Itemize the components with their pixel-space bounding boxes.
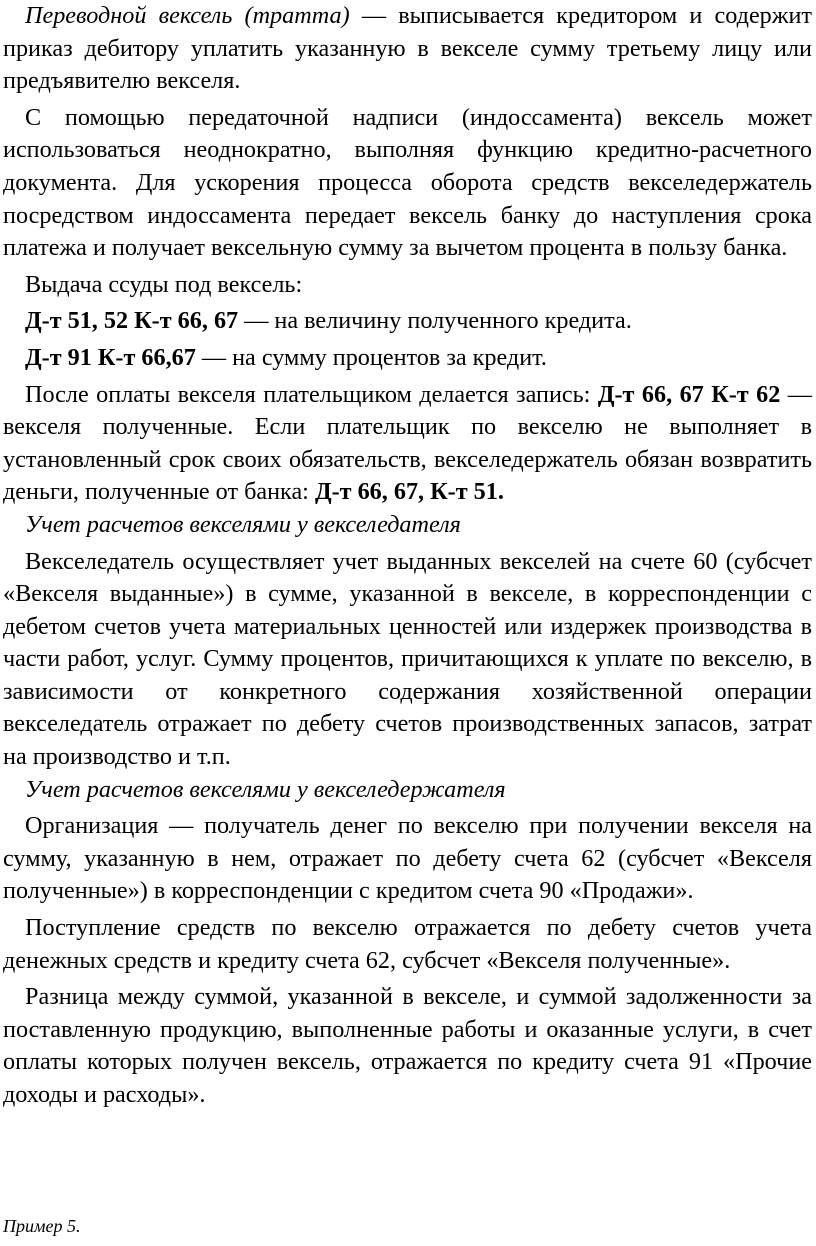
accounting-entry: Д-т 66, 67, К-т 51.	[314, 478, 504, 506]
paragraph-entry-interest	[3, 342, 812, 375]
paragraph-bill-of-exchange-definition	[3, 0, 812, 98]
paragraph-holder-receipt: Организация — получатель денег по векселю при получении векселя на сумму, указанную в нем, отражает по дебету счета 62 (субсчет «Векселя полученные») в корреспонденции с кредитом счета 90 «Продажи».	[3, 812, 812, 905]
paragraph-funds-receipt: Поступление средств по векселю отражается по дебету счетов учета денежных средств и кредиту счета 62, субсчет «Векселя полученные».	[3, 914, 812, 974]
dash: —	[349, 2, 399, 29]
definition-text: выписывается кредитором и содержит приказ дебитору уплатить указанную в векселе сумму третьему лицу или предъявителю векселя.	[3, 2, 813, 95]
paragraph-loan-issue: Выдача ссуды под вексель:	[25, 270, 303, 298]
accounting-entry: Д-т 91 К-т 66,67	[25, 343, 196, 371]
entry-description: — на величину полученного кредита.	[238, 307, 632, 335]
example-caption: Пример 5.	[3, 1216, 81, 1236]
paragraph-difference: Разница между суммой, указанной в векселе, и суммой задолженности за поставленную продукцию, выполненные работы и оказанные услуги, в счет оплаты которых получен вексель, отражается по кредиту счета 91 «Прочие доходы и расходы».	[3, 983, 812, 1108]
term-draft: Переводной вексель (тратта)	[25, 2, 350, 29]
section-heading-holder: Учет расчетов векселями у векселедержателя	[25, 775, 506, 803]
accounting-entry: Д-т 66, 67 К-т 62	[597, 380, 781, 408]
payment-text-2: — векселя полученные. Если плательщик по векселю не выполняет в установленный срок своих обязательств, векселедержатель обязан возвратить деньги, полученные от банка:	[3, 380, 812, 506]
entry-description: — на сумму процентов за кредит.	[195, 343, 547, 371]
section-heading-drawer: Учет расчетов векселями у векселедателя	[25, 510, 461, 538]
paragraph-drawer-accounting: Векселедатель осуществляет учет выданных векселей на счете 60 (субсчет «Векселя выданные») в сумме, указанной в векселе, в корреспонденции с дебетом счетов учета материальных ценностей или издержек производства в части работ, услуг. Сумму процентов, причитающихся к уплате по векселю, в зависимости от конкретного содержания хозяйственной операции векселедатель отражает по дебету счетов производственных запасов, затрат на производство и т.п.	[3, 547, 812, 771]
paragraph-endorsement: С помощью передаточной надписи (индоссамента) вексель может использоваться неоднократно, выполняя функцию кредитно-расчетного документа. Для ускорения процесса оборота средств векселедержатель посредством индоссамента передает вексель банку до наступления срока платежа и получает вексельную сумму за вычетом процента в пользу банка.	[3, 103, 812, 262]
paragraph-entry-loan	[3, 305, 812, 338]
payment-text-1: После оплаты векселя плательщиком делается запись:	[25, 380, 598, 408]
paragraph-payment	[3, 379, 812, 509]
accounting-entry: Д-т 51, 52 К-т 66, 67	[25, 307, 239, 335]
